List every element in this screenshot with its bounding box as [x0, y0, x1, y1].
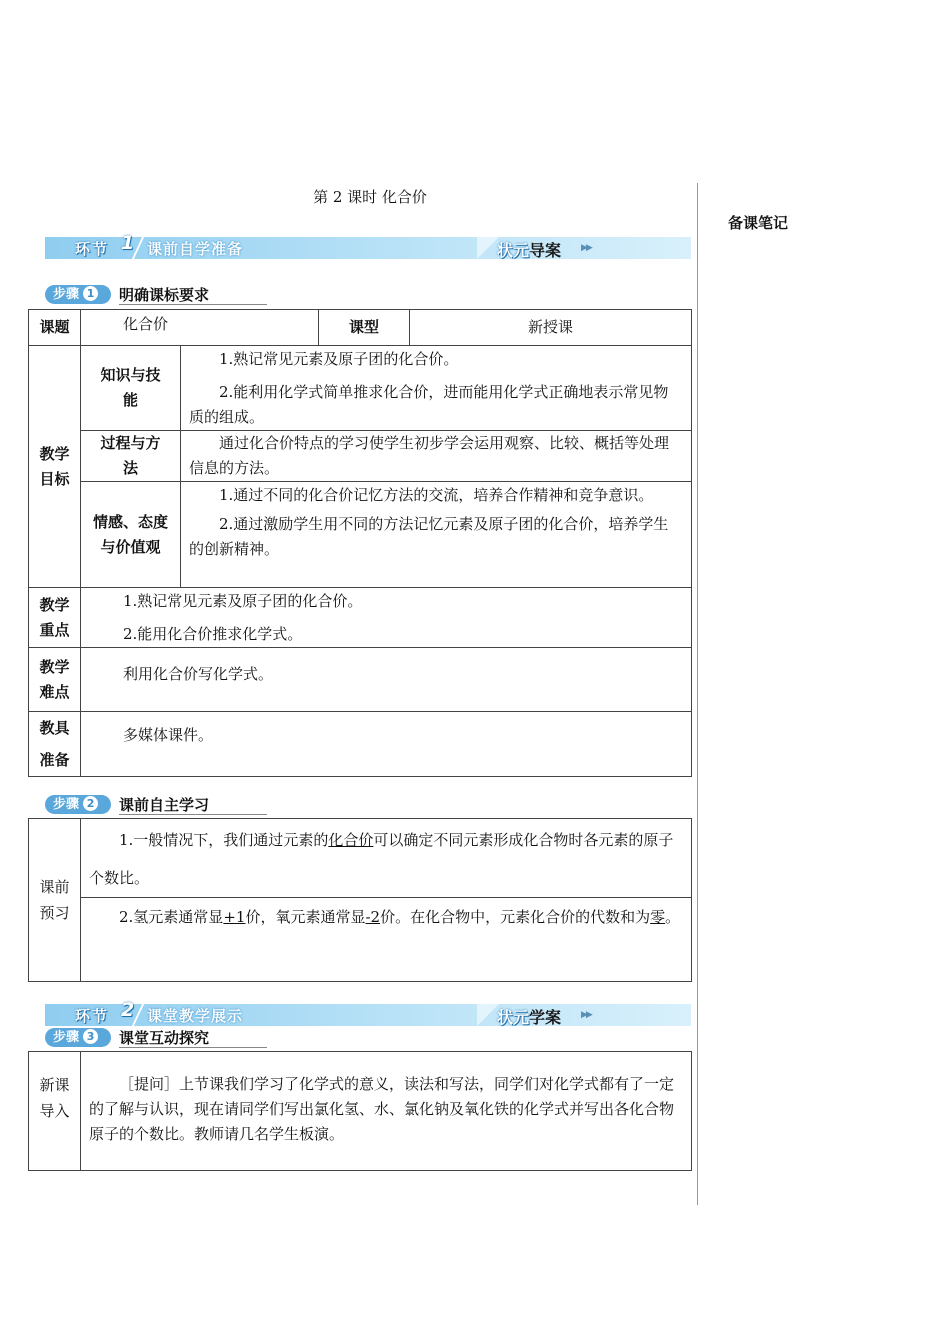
- step-number-icon: 2: [83, 796, 98, 811]
- step-number-icon: 3: [83, 1029, 98, 1044]
- step-pill: 步骤 2: [45, 795, 111, 814]
- step-title: 课前自主学习: [119, 796, 210, 814]
- emotion-label: 情感、态度与价值观: [81, 482, 181, 588]
- banner-huan: 环节: [75, 1007, 110, 1025]
- emotion-item-1: 1.通过不同的化合价记忆方法的交流，培养合作精神和竞争意识。: [219, 486, 654, 504]
- step-title: 明确课标要求: [119, 286, 210, 304]
- knowledge-item-2: 2.能利用化学式简单推求化合价，进而能用化学式正确地表示常见物质的组成。: [189, 383, 669, 426]
- key-cell: [81, 588, 692, 648]
- blank-answer: 化合价: [328, 831, 374, 849]
- step-title: 课堂互动探究: [119, 1029, 210, 1047]
- banner-brand: 状元导案: [497, 241, 562, 260]
- key-label: 教学重点: [29, 588, 81, 648]
- lesson-plan-table: [28, 309, 692, 777]
- difficulty-label: 教学难点: [29, 648, 81, 712]
- key-item-1: 1.熟记常见元素及原子团的化合价。: [123, 592, 363, 610]
- process-cell: [181, 431, 692, 482]
- knowledge-cell: [181, 346, 692, 431]
- banner-brand: 状元学案: [497, 1008, 562, 1027]
- topic-label: 课题: [29, 310, 81, 346]
- section-banner-1: [45, 232, 691, 260]
- goals-label: 教学目标: [29, 346, 81, 588]
- preview-label: 课前预习: [29, 819, 81, 982]
- banner-number: 2: [121, 999, 135, 1021]
- process-item-1: 通过化合价特点的学习使学生初步学会运用观察、比较、概括等处理信息的方法。: [189, 434, 670, 477]
- intro-table: [28, 1051, 692, 1171]
- preview-item-1: 1.一般情况下，我们通过元素的化合价可以确定不同元素形成化合物时各元素的原子个数比。: [81, 819, 692, 898]
- section-banner-2: [45, 999, 691, 1027]
- banner-number: 1: [121, 232, 135, 254]
- intro-cell: [81, 1052, 692, 1171]
- emotion-item-2: 2.通过激励学生用不同的方法记忆元素及原子团的化合价，培养学生的创新精神。: [189, 515, 669, 558]
- type-value: 新授课: [410, 310, 692, 346]
- knowledge-item-1: 1.熟记常见元素及原子团的化合价。: [219, 350, 459, 368]
- preview-table: [28, 818, 692, 982]
- blank-answer: 零: [650, 908, 666, 926]
- difficulty-cell: [81, 648, 692, 712]
- intro-label: 新课导入: [29, 1052, 81, 1171]
- banner-huan: 环节: [75, 240, 110, 258]
- double-arrow-icon: ▶▶: [581, 1010, 591, 1020]
- knowledge-label: 知识与技能: [81, 346, 181, 431]
- blank-answer: -2: [365, 908, 381, 926]
- tools-item-1: 多媒体课件。: [123, 726, 214, 744]
- banner-title: 课堂教学展示: [147, 1007, 244, 1025]
- double-arrow-icon: ▶▶: [581, 243, 591, 253]
- page-title: 第 2 课时 化合价: [313, 188, 427, 206]
- step-number-icon: 1: [83, 286, 98, 301]
- blank-answer: +1: [223, 908, 246, 926]
- notes-label: 备课笔记: [728, 214, 789, 232]
- difficulty-item-1: 利用化合价写化学式。: [123, 665, 274, 683]
- process-label: 过程与方法: [81, 431, 181, 482]
- preview-item-2: 2.氢元素通常显+1价，氧元素通常显-2价。在化合物中，元素化合价的代数和为零。: [81, 898, 692, 982]
- intro-text: ［提问］上节课我们学习了化学式的意义，读法和写法，同学们对化学式都有了一定的了解与认识，现在请同学们写出氯化氢、水、氯化钠及氧化铁的化学式并写出各化合物原子的个数比。教师请几名学生板演。: [89, 1075, 675, 1143]
- step-pill: 步骤 3: [45, 1028, 111, 1047]
- topic-value: 化合价: [81, 310, 319, 346]
- key-item-2: 2.能用化合价推求化学式。: [123, 625, 303, 643]
- type-label: 课型: [319, 310, 410, 346]
- banner-title: 课前自学准备: [147, 240, 244, 258]
- tools-label: 教具准备: [29, 712, 81, 777]
- emotion-cell: [181, 482, 692, 588]
- tools-cell: [81, 712, 692, 777]
- notes-divider: [697, 183, 698, 1205]
- step-pill: 步骤 1: [45, 285, 111, 304]
